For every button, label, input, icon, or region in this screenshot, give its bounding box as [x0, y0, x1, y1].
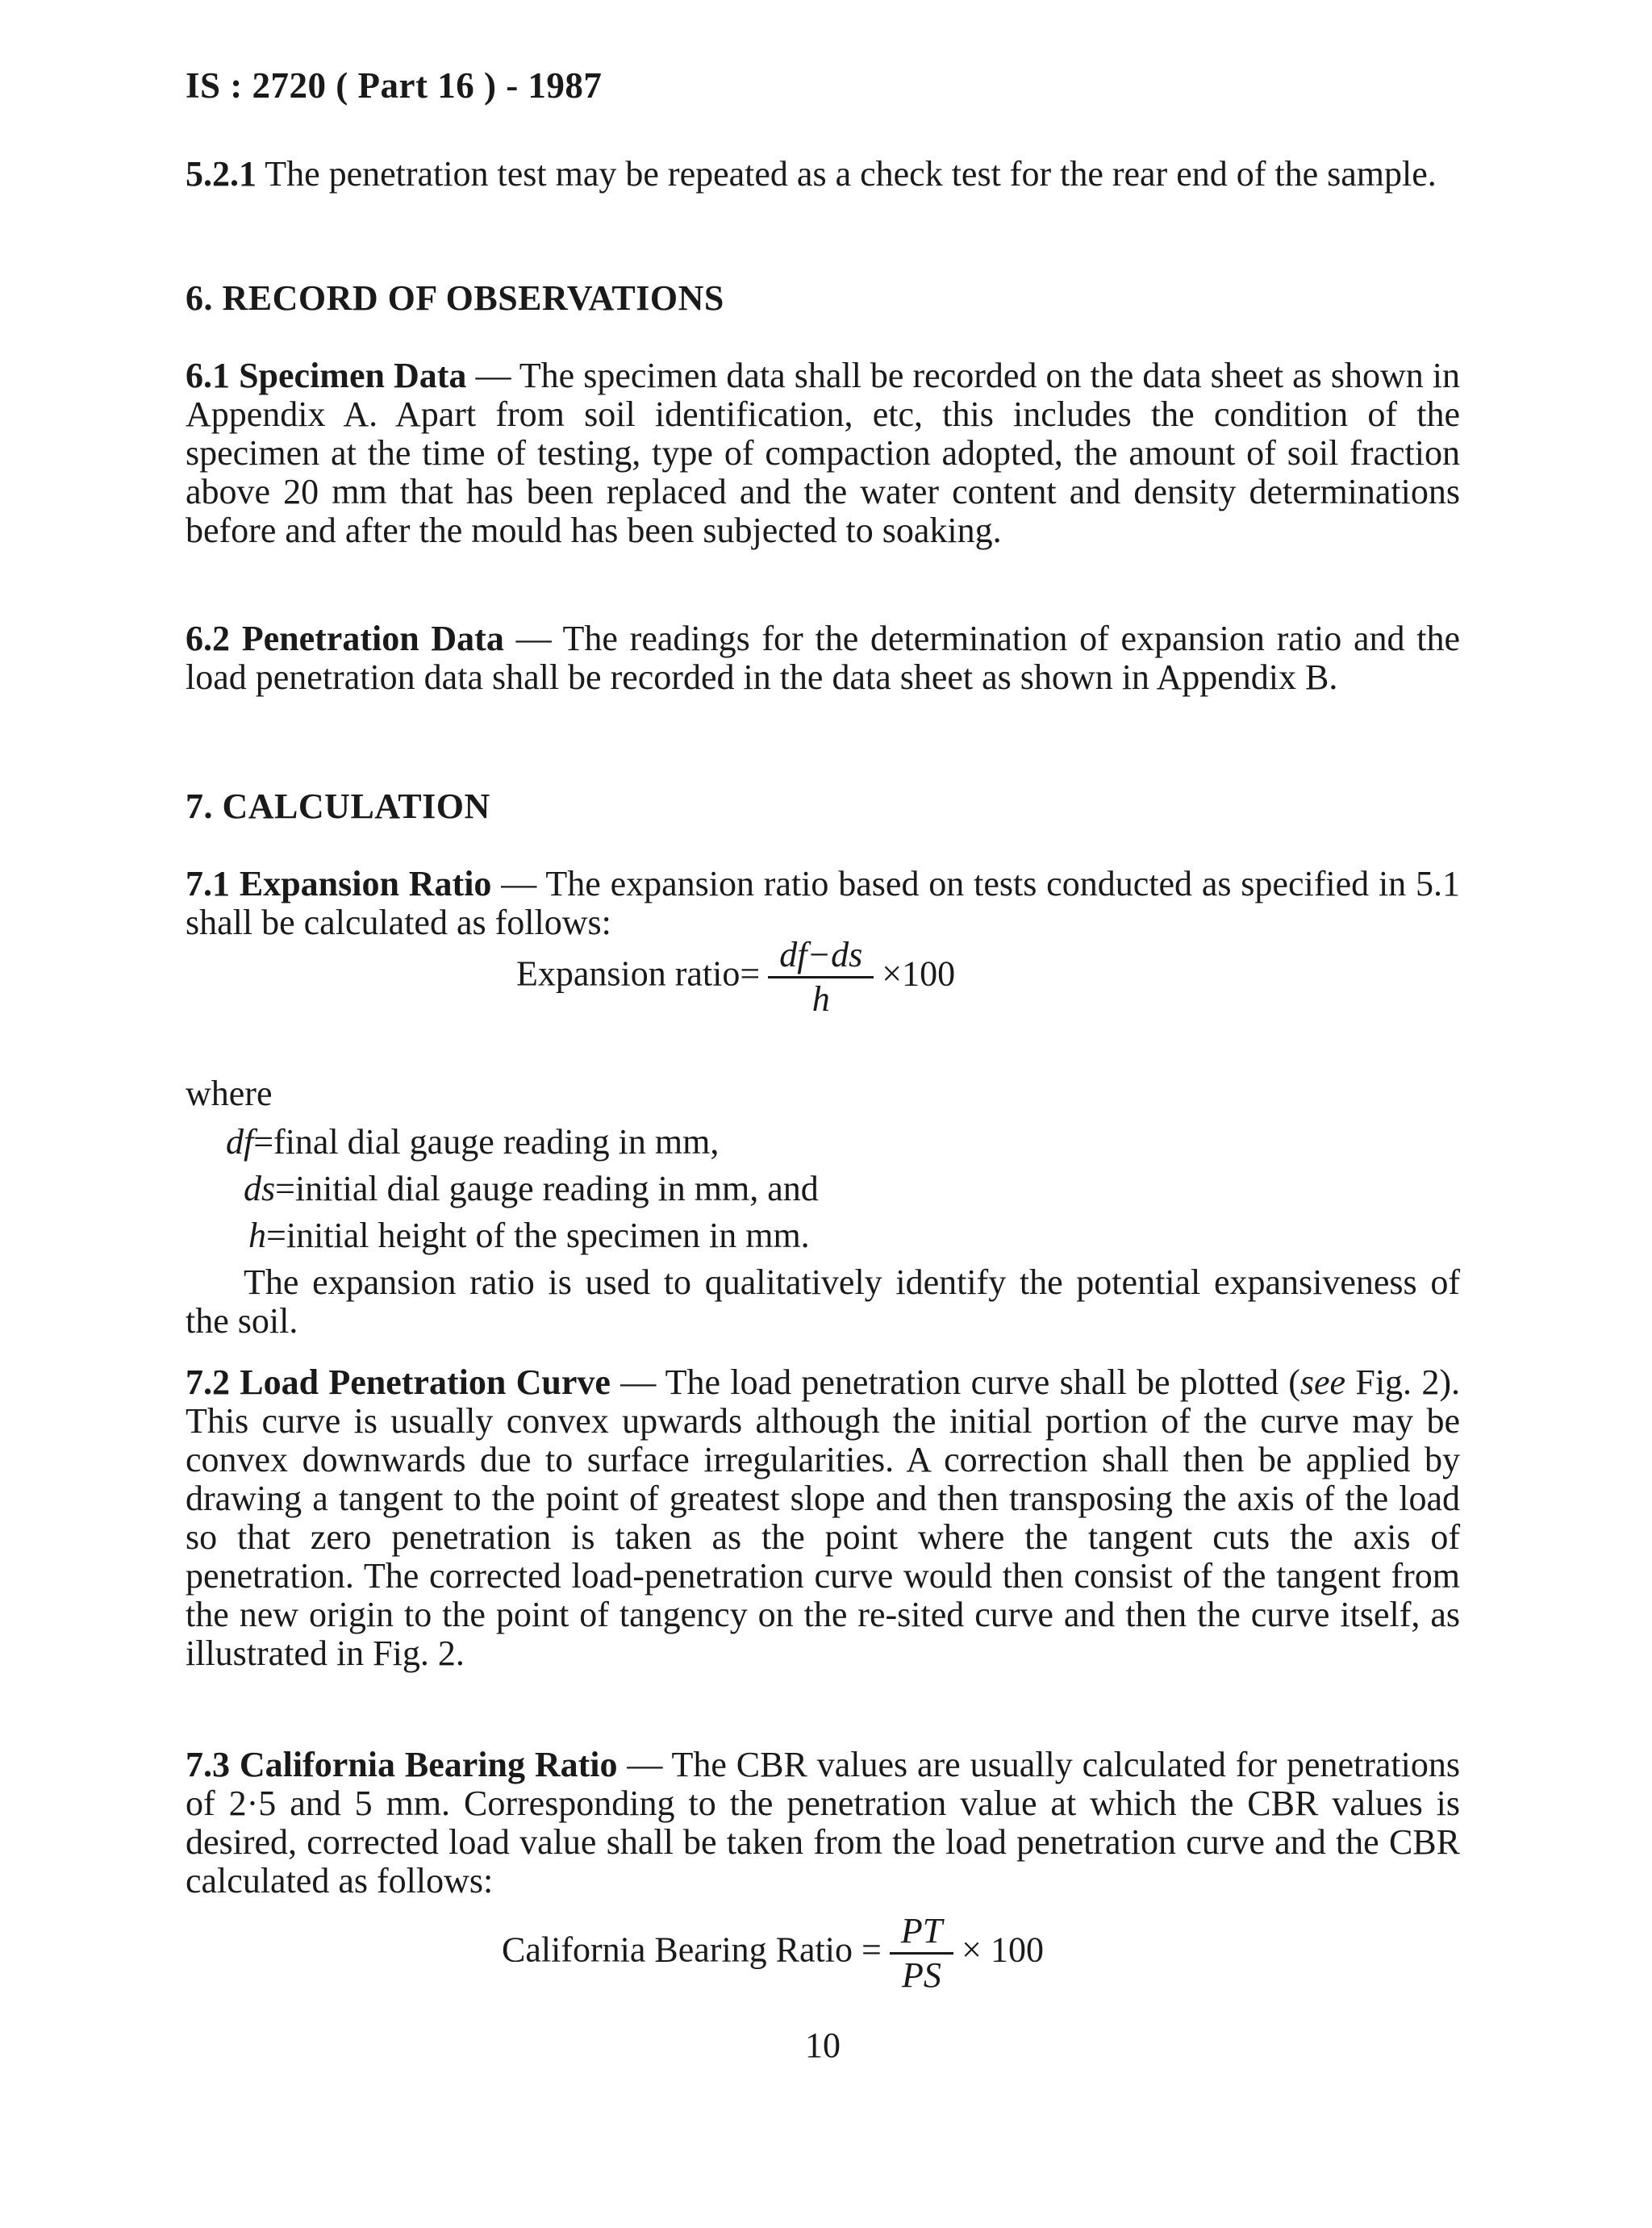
definition-symbol: ds [244, 1169, 276, 1208]
clause-number: 6.2 [186, 619, 230, 658]
clause-number: 5.2.1 [186, 154, 257, 194]
em-dash: — [501, 864, 537, 903]
clause-number: 7.2 [186, 1362, 230, 1402]
em-dash: — [627, 1745, 663, 1784]
clause-title: Load Penetration Curve [240, 1362, 611, 1402]
where-label: where [186, 1074, 273, 1113]
formula-fraction [768, 936, 874, 1019]
clause-6-2 [186, 620, 1460, 697]
clause-text: The specimen data shall be recorded on the data sheet as shown in Appendix A. Apart from soil identification, etc, this includes the condition of the specimen at the time of testing, type of compaction adopted, the amount of soil fraction above 20 mm that has been replaced and the water content and density determinations before and after the mould has been subjected to soaking. [186, 356, 1460, 550]
clause-7-3 [186, 1746, 1460, 1900]
definition-symbol: h [248, 1216, 266, 1255]
definition-text: =final dial gauge reading in mm, [253, 1122, 720, 1162]
formula-denominator: PS [902, 1955, 941, 1995]
expansion-ratio-formula [516, 936, 955, 1019]
definition-text: =initial height of the specimen in mm. [266, 1216, 810, 1255]
running-head: IS : 2720 ( Part 16 ) - 1987 [186, 65, 603, 106]
see-reference: see [1299, 1362, 1346, 1402]
em-dash: — [515, 619, 552, 658]
formula-numerator: PT [890, 1912, 953, 1955]
clause-title: California Bearing Ratio [239, 1745, 618, 1784]
formula-lhs: California Bearing Ratio = [502, 1930, 882, 1970]
cbr-formula [502, 1912, 1044, 1995]
clause-title: Expansion Ratio [239, 864, 492, 903]
section-heading-6: 6. RECORD OF OBSERVATIONS [186, 278, 724, 318]
formula-multiplier: × 100 [962, 1930, 1044, 1970]
page-number: 10 [805, 2026, 841, 2065]
clause-text: The CBR values are usually calculated for penetrations of 2·5 and 5 mm. Corresponding to the penetration value at which the CBR values is desired, corrected load value shall be taken from the load penetration curve and the CBR calculated as follows: [186, 1745, 1461, 1900]
clause-7-2 [186, 1363, 1460, 1673]
clause-5-2-1 [186, 155, 1460, 194]
em-dash: — [475, 356, 511, 395]
formula-multiplier: ×100 [882, 953, 956, 994]
clause-text: The load penetration curve shall be plotted ( [665, 1362, 1300, 1402]
definition-symbol: df [226, 1122, 254, 1162]
clause-title: Specimen Data [239, 356, 467, 395]
formula-numerator: df−ds [768, 936, 874, 978]
formula-denominator: h [811, 979, 830, 1019]
clause-number: 7.3 [186, 1745, 230, 1784]
clause-number: 6.1 [186, 356, 230, 395]
em-dash: — [620, 1362, 657, 1402]
clause-title: Penetration Data [241, 619, 504, 658]
definition-ds [244, 1170, 819, 1208]
clause-text: The expansion ratio based on tests conducted as specified in 5.1 shall be calculated as follows: [186, 864, 1461, 942]
clause-6-1 [186, 357, 1460, 550]
clause-text-continued: Fig. 2). This curve is usually convex upwards although the initial portion of the curve may be convex downwards due to surface irregularities. A correction shall then be applied by drawing a tangent to the point of greatest slope and then transposing the axis of the load so that zero penetration is taken as the point where the tangent cuts the axis of penetration. The corrected load-penetration curve would then consist of the tangent from the new origin to the point of tangency on the re-sited curve and then the curve itself, as illustrated in Fig. 2. [186, 1362, 1460, 1673]
clause-text: The readings for the determination of expansion ratio and the load penetration data shall be recorded in the data sheet as shown in Appendix B. [186, 619, 1460, 697]
clause-number: 7.1 [186, 864, 230, 903]
clause-7-1 [186, 865, 1460, 942]
definition-df [226, 1123, 719, 1162]
document-page [186, 56, 1460, 2186]
formula-fraction [890, 1912, 953, 1995]
clause-text: The penetration test may be repeated as a check test for the rear end of the sample. [265, 154, 1437, 194]
section-heading-7: 7. CALCULATION [186, 786, 490, 826]
expansion-ratio-note: The expansion ratio is used to qualitatively identify the potential expansiveness of the soil. [186, 1262, 1460, 1341]
formula-lhs: Expansion ratio= [516, 953, 761, 994]
definition-h [248, 1216, 810, 1255]
definition-text: =initial dial gauge reading in mm, and [275, 1169, 819, 1208]
